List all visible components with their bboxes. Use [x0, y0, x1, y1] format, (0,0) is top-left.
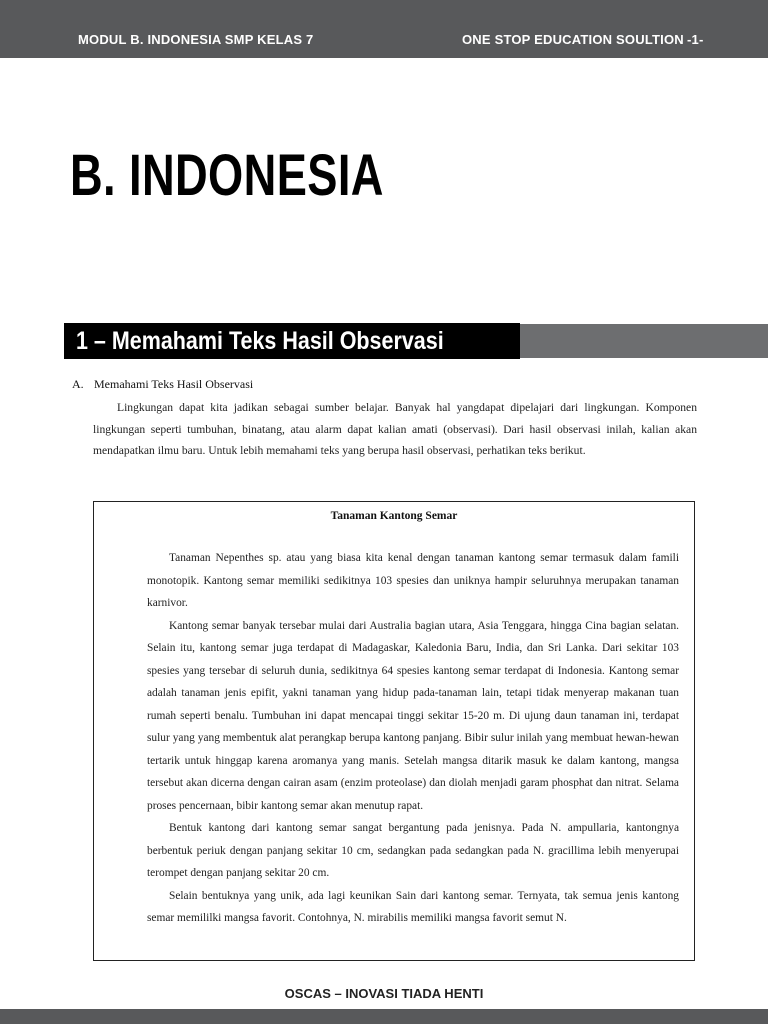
page-title: B. INDONESIA	[70, 143, 384, 208]
page-footer-bar	[0, 1009, 768, 1024]
text-box-paragraph: Kantong semar banyak tersebar mulai dari Australia bagian utara, Asia Tenggara, hingga Cina bagian selatan. Selain itu, kantong semar juga terdapat di Madagaskar, Kaledonia Baru, India, dan Sri Lanka. Dari sekitar 103 spesies yang tersebar di seluruh dunia, sedikitnya 64 spesies kantong semar terdapat di Indonesia. Kantong semar adalah tanaman jenis epifit, yakni tanaman yang hidup pada-tanaman lain, tetapi tidak menyerap makanan tuan rumah seperti benalu. Tumbuhan ini dapat mencapai tinggi sekitar 15-20 m. Di ujung daun tanaman ini, terdapat sulur yang yang membentuk alat perangkap berupa kantong panjang. Bibir sulur inilah yang membuat hewan-hewan tertarik untuk hinggap karena aromanya yang manis. Setelah mangsa ditarik masuk ke dalam kantong, mangsa tersebut akan dicerna dengan cairan asam (enzim proteolase) dan diolah menjadi garam phosphat dan nitrat. Selama proses pencernaan, bibir kantong semar akan menutup rapat.	[147, 619, 679, 812]
text-box-paragraph: Selain bentuknya yang unik, ada lagi keunikan Sain dari kantong semar. Ternyata, tak semua jenis kantong semar memililki mangsa favorit. Contohnya, N. mirabilis memiliki mangsa favorit semut N.	[147, 889, 679, 924]
subsection-heading	[72, 374, 253, 394]
brand-label: ONE STOP EDUCATION SOULTION	[462, 32, 684, 47]
text-box-paragraph: Tanaman Nepenthes sp. atau yang biasa kita kenal dengan tanaman kantong semar termasuk dalam famili monotopik. Kantong semar memiliki sedikitnya 103 spesies dan uniknya hampir seluruhnya merupakan tanaman karnivor.	[147, 552, 679, 609]
text-box-body	[147, 547, 679, 930]
page-number: -1-	[687, 32, 704, 47]
text-box-title: Tanaman Kantong Semar	[330, 510, 458, 522]
text-box-paragraph: Bentuk kantong dari kantong semar sangat bergantung pada jenisnya. Pada N. ampullaria, kantongnya berbentuk periuk dengan panjang sekitar 10 cm, sedangkan pada sedangkan pada N. gracillima lebih menyerupai terompet dengan panjang sekitar 20 cm.	[147, 822, 679, 879]
intro-paragraph: Lingkungan dapat kita jadikan sebagai sumber belajar. Banyak hal yangdapat dipelajari dari lingkungan. Komponen lingkungan seperti tumbuhan, binatang, atau alarm dapat kalian amati (observasi). Dari hasil observasi inilah, kalian akan mendapatkan ilmu baru. Untuk lebih memahami teks yang berupa hasil observasi, perhatikan teks berikut.	[93, 401, 697, 457]
subsection-label: Memahami Teks Hasil Observasi	[94, 377, 254, 391]
section-heading	[64, 323, 520, 359]
footer-tagline: OSCAS – INOVASI TIADA HENTI	[284, 986, 484, 1001]
module-label: MODUL B. INDONESIA SMP KELAS 7	[78, 32, 314, 47]
section-heading-text: 1 – Memahami Teks Hasil Observasi	[76, 327, 444, 355]
section-heading-bar	[520, 324, 768, 358]
subsection-marker: A.	[72, 377, 84, 391]
observation-text-box	[93, 501, 695, 961]
page-header	[0, 0, 768, 58]
